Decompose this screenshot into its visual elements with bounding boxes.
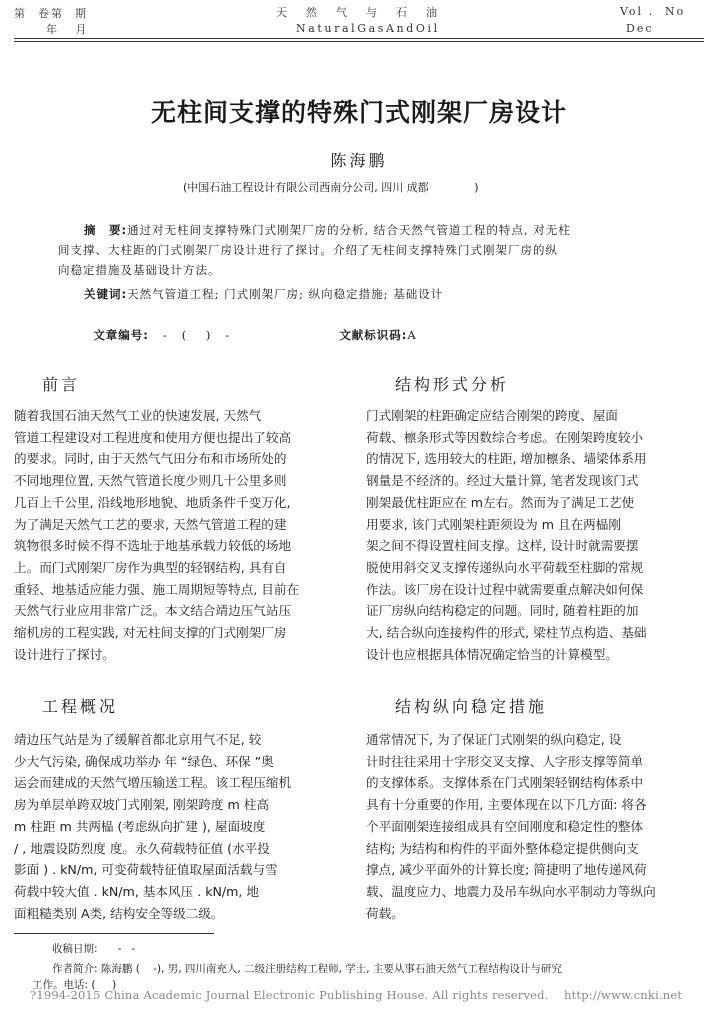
text-line: 重轻、地基适应能力强、施工周期短等特点, 目前在 [14, 581, 300, 597]
section-heading-stability: 结构纵向稳定措施 [395, 697, 548, 716]
keywords-label: 关键词: [84, 287, 128, 301]
abstract-label: 摘 要: [84, 223, 128, 237]
section-body-structure [366, 405, 696, 665]
text-line: 运会而建成的天然气增压输送工程。该工程压缩机 [14, 775, 292, 791]
text-line: 天然气行业应用非常广泛。本文结合靖边压气站压 [14, 603, 292, 619]
header-rule-top [14, 38, 704, 39]
text-line: 的支撑体系。支撑体系在门式刚架轻钢结构体系中 [366, 775, 644, 791]
abstract-line-3: 向稳定措施及基础设计方法。 [58, 263, 221, 277]
text-line: 钢量是不经济的。经过大量计算, 笔者发现该门式 [366, 473, 639, 489]
article-number-value: - ( ) - [148, 328, 245, 342]
text-line: 证厂房纵向结构稳定的问题。同时, 随着柱距的加 [366, 603, 639, 619]
document-code-label: 文献标识码: [339, 328, 408, 342]
copyright-footer: ?1994-2015 China Academic Journal Electronic Publishing House. All rights reserved. http://www.cnki.net [30, 988, 683, 1002]
document-code-value: A [407, 328, 417, 342]
text-line: 管道工程建设对工程进度和使用方便也提出了较高 [14, 429, 292, 445]
text-line: 用要求, 该门式刚架柱距须设为 m 且在两榀刚 [366, 516, 621, 532]
article-number-label: 文章编号: [93, 328, 149, 342]
text-line: 载、温度应力、地震力及吊车纵向水平制动力等纵向 [366, 883, 656, 899]
text-line: 撑点, 减少平面外的计算长度; 简捷明了地传递风荷 [366, 862, 647, 878]
text-line: 大, 结合纵向连接构件的形式, 梁柱节点构造、基础 [366, 625, 647, 641]
author-bio: 作者简介: 陈海鹏 ( -), 男, 四川南充人, 二级注册结构工程师, 学士, 主要从事石油天然气工程结构设计与研究 [52, 963, 562, 975]
text-line: 作法。该厂房在设计过程中就需要重点解决如何保 [366, 581, 644, 597]
text-line: 设计进行了探讨。 [14, 646, 115, 662]
section-heading-preface: 前言 [42, 375, 81, 394]
text-line: 为了满足天然气工艺的要求, 天然气管道工程的建 [14, 516, 287, 532]
journal-year-month: 年 月 [46, 23, 89, 36]
text-line: 设计也应根据具体情况确定恰当的计算模型。 [366, 646, 618, 662]
text-line: 荷载中较大值 . kN/m, 基本风压 . kN/m, 地 [14, 883, 260, 899]
keywords-text: 天然气管道工程; 门式刚架厂房; 纵向稳定措施; 基础设计 [127, 287, 444, 301]
section-body-preface [14, 405, 344, 665]
text-line: 上。而门式刚架厂房作为典型的轻钢结构, 具有自 [14, 559, 287, 575]
journal-month-en: Dec [626, 22, 654, 35]
article-info [84, 305, 244, 345]
section-body-stability [366, 729, 696, 924]
footnote-rule [14, 933, 214, 934]
header-rule-bottom [14, 41, 704, 42]
text-line: 具有十分重要的作用, 主要体现在以下几方面: 将各 [366, 797, 647, 813]
article-title: 无柱间支撑的特殊门式刚架厂房设计 [150, 98, 567, 127]
text-line: 荷载、檩条形式等因数综合考虑。在刚架跨度较小 [366, 429, 644, 445]
keywords [84, 284, 443, 304]
text-line: / , 地震设防烈度 度。永久荷载特征值 (水平投 [14, 840, 270, 856]
section-body-overview [14, 729, 344, 924]
text-line: 的要求。同时, 由于天然气气田分布和市场所处的 [14, 451, 287, 467]
received-date: 收稿日期: - - [52, 943, 142, 955]
text-line: 通常情况下, 为了保证门式刚架的纵向稳定, 设 [366, 732, 622, 747]
text-line: 不同地理位置, 天然气管道长度少则几十公里多则 [14, 473, 287, 489]
text-line: 刚架最优柱距应在 m左右。然而为了满足工艺使 [366, 494, 635, 510]
text-line: 结构; 为结构和构件的平面外整体稳定提供侧向支 [366, 840, 639, 856]
journal-name-cn: 天 然 气 与 石 油 [276, 6, 441, 19]
text-line: 面粗糙类别 A类, 结构安全等级二级。 [14, 905, 224, 921]
document-code [330, 305, 417, 345]
abstract-line-1: 通过对无柱间支撑特殊门式刚架厂房的分析, 结合天然气管道工程的特点, 对无柱 [127, 223, 571, 237]
journal-vol-no: Vol . No [620, 5, 686, 18]
journal-volume-issue: 第 卷第 期 [14, 7, 88, 20]
text-line: 荷载。 [366, 905, 404, 921]
text-line: 筑物很多时候不得不选址于地基承载力较低的场地 [14, 538, 292, 554]
author-name: 陈海鹏 [330, 151, 388, 170]
journal-name-en: NaturalGasAndOil [296, 22, 440, 35]
author-bio-cont: 工作。电话: ( ) [32, 979, 140, 991]
section-heading-structure: 结构形式分析 [395, 375, 510, 394]
text-line: 门式刚架的柱距确定应结合刚架的跨度、屋面 [366, 408, 618, 423]
text-line: 脱使用斜交叉支撑传递纵向水平荷载至柱脚的常规 [366, 559, 644, 575]
text-line: 缩机房的工程实践, 对无柱间支撑的门式刚架厂房 [14, 625, 287, 641]
text-line: 影面 ) . kN/m, 可变荷载特征值取屋面活载与雪 [14, 862, 278, 878]
text-line: 架之间不得设置柱间支撑。这样, 设计时就需要摆 [366, 538, 639, 554]
author-affiliation: (中国石油工程设计有限公司西南分公司, 四川 成都 ) [183, 181, 479, 194]
text-line: 计时往往采用十字形交叉支撑、人字形支撑等简单 [366, 753, 644, 769]
text-line: 随着我国石油天然气工业的快速发展, 天然气 [14, 408, 262, 423]
text-line: 几百上千公里, 沿线地形地貌、地质条件千变万化, [14, 494, 291, 510]
text-line: 房为单层单跨双坡门式刚架, 刚架跨度 m 柱高 [14, 797, 269, 813]
section-heading-overview: 工程概况 [42, 697, 119, 716]
text-line: 靖边压气站是为了缓解首都北京用气不足, 较 [14, 732, 262, 747]
text-line: 的情况下, 选用较大的柱距, 增加檩条、墙梁体系用 [366, 451, 647, 467]
abstract [84, 220, 684, 240]
text-line: m 柱距 m 共两榀 (考虑纵向扩建 ), 屋面坡度 [14, 818, 266, 834]
text-line: 个平面刚架连接组成具有空间刚度和稳定性的整体 [366, 818, 644, 834]
abstract-line-2: 间支撑、大柱距的门式刚架厂房设计进行了探讨。介绍了无柱间支撑特殊门式刚架厂房的纵 [58, 243, 558, 257]
abstract-cont [58, 240, 688, 280]
text-line: 少大气污染, 确保成功举办 年 “绿色、环保 ”奥 [14, 753, 274, 769]
